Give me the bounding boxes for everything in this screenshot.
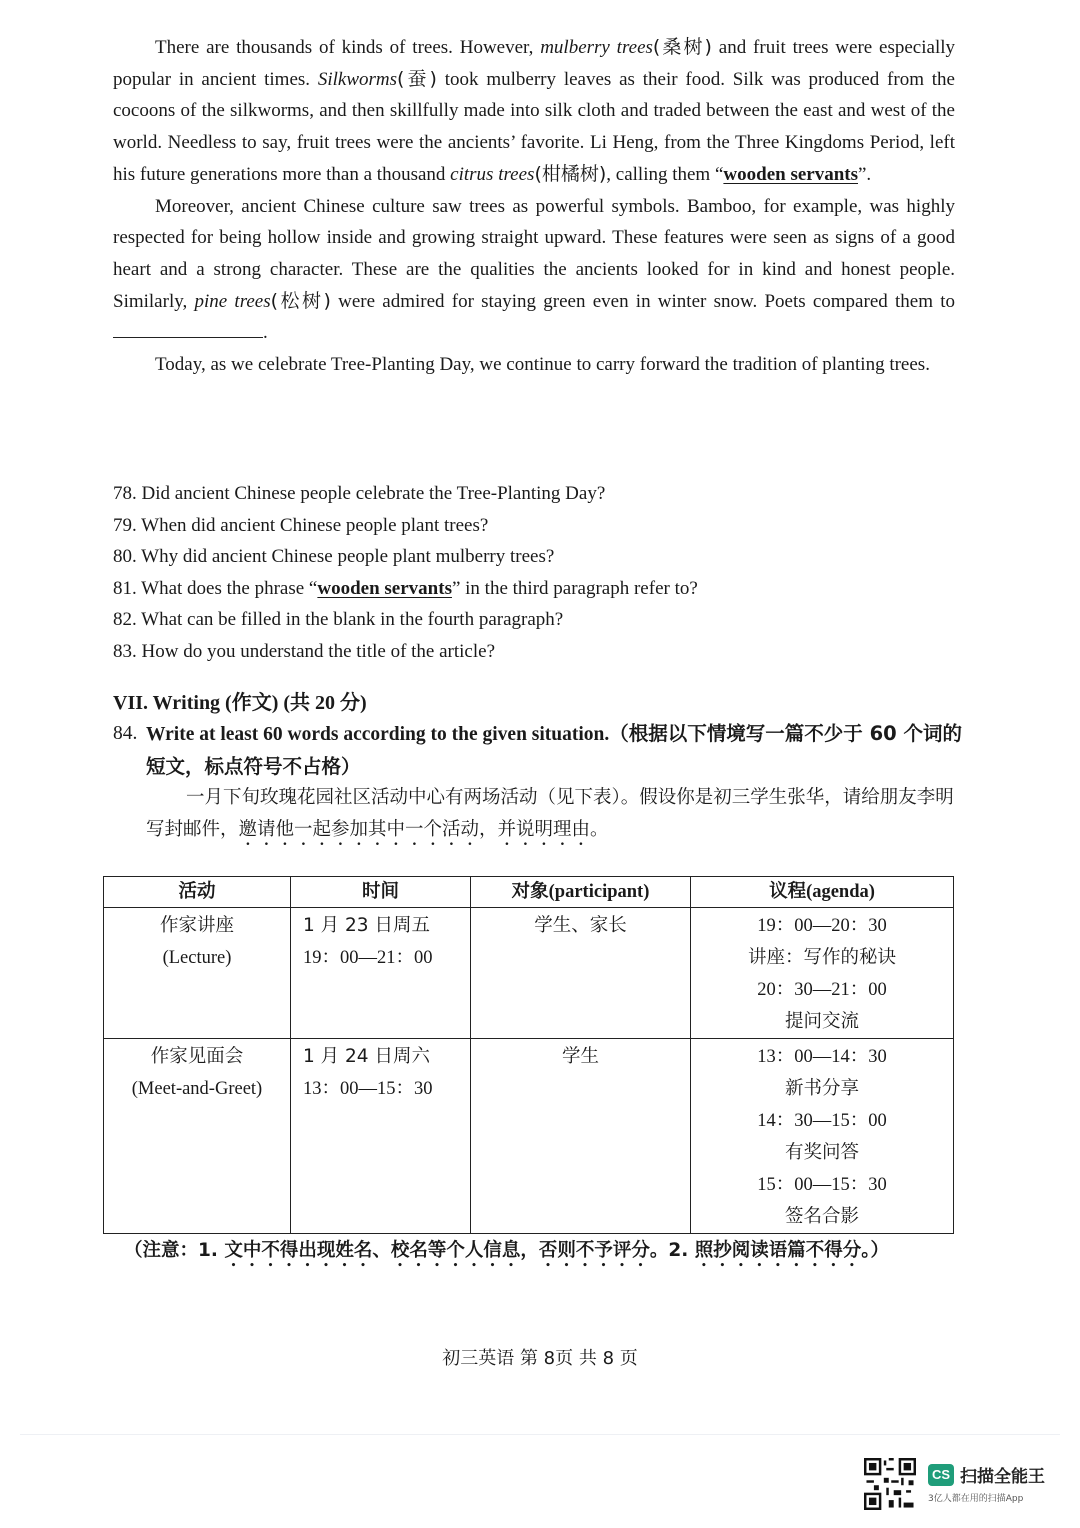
header-agenda: 议程(agenda) (691, 877, 954, 908)
paragraph-3: There are thousands of kinds of trees. However, mulberry trees(桑树) and fruit trees were especially popular in ancient times. Silkworms(蚕) took mulberry leaves as their food. Silk was produced from the cocoons of the silkworms, and then skillfully made into silk cloth and traded between the east and west of the world. Needless to say, fruit trees were the ancients’ favorite. Li Heng, from the Three Kingdoms Period, left his future generations more than a thousand citrus trees(柑橘树), calling them “wooden servants”. (113, 36, 955, 185)
header-participant: 对象(participant) (471, 877, 691, 908)
table-header-row (104, 877, 954, 908)
table-row (104, 1039, 954, 1234)
writing-task (113, 718, 963, 783)
term-mulberry: mulberry trees (540, 37, 653, 58)
paragraph-5: Today, as we celebrate Tree-Planting Day, we continue to carry forward the tradition of planting trees. (155, 354, 930, 376)
writing-section-title: VII. Writing (作文) (共 20 分) (113, 692, 367, 714)
writing-note: （注意：1. 文中不得出现姓名、校名等个人信息，否则不予评分。2. 照抄阅读语篇不得分。） (124, 1240, 890, 1261)
header-time: 时间 (291, 877, 471, 908)
cell-participant: 学生 (471, 1039, 691, 1234)
cell-agenda: 13：00—14：30 新书分享 14：30—15：00 有奖问答 15：00—15：30 签名合影 (691, 1039, 954, 1234)
cell-agenda: 19：00—20：30 讲座：写作的秘诀 20：30—21：00 提问交流 (691, 908, 954, 1039)
question-81: 81. What does the phrase “wooden servants” in the third paragraph refer to? (113, 577, 698, 599)
cell-time: 1 月 24 日周六 13：00—15：30 (291, 1039, 471, 1234)
qr-code-icon (864, 1458, 916, 1510)
question-78: 78. Did ancient Chinese people celebrate the Tree-Planting Day? (113, 483, 606, 504)
cell-activity: 作家讲座 (Lecture) (104, 908, 291, 1039)
writing-situation: 一月下旬玫瑰花园社区活动中心有两场活动（见下表）。假设你是初三学生张华，请给朋友李明写封邮件，邀请他一起参加其中一个活动，并说明理由。 (146, 787, 954, 840)
scanner-divider (20, 1434, 1060, 1435)
question-80: 80. Why did ancient Chinese people plant mulberry trees? (113, 546, 555, 567)
term-citrus: citrus trees (450, 163, 535, 185)
cell-time: 1 月 23 日周五 19：00—21：00 (291, 908, 471, 1039)
question-list (113, 478, 973, 667)
scanner-slogan: 3亿人都在用的扫描App (928, 1494, 1024, 1504)
header-activity: 活动 (104, 877, 291, 908)
page-footer: 初三英语 第 8页 共 8 页 (442, 1348, 638, 1369)
question-82: 82. What can be filled in the blank in the fourth paragraph? (113, 609, 564, 630)
term-pine: pine trees (194, 290, 271, 312)
event-table (103, 876, 954, 1234)
cell-participant: 学生、家长 (471, 908, 691, 1039)
question-79: 79. When did ancient Chinese people plant trees? (113, 514, 489, 536)
fill-blank[interactable] (113, 319, 263, 338)
cell-activity: 作家见面会 (Meet-and-Greet) (104, 1039, 291, 1234)
reading-passage (113, 32, 955, 381)
term-silkworms: Silkworms (317, 68, 398, 90)
phrase-wooden-servants: wooden servants (723, 163, 858, 185)
task-instruction: Write at least 60 words according to the given situation.（根据以下情境写一篇不少于 60 个词的短文，标点符号不占格） (146, 722, 962, 778)
table-row (104, 908, 954, 1039)
paragraph-4: Moreover, ancient Chinese culture saw trees as powerful symbols. Bamboo, for example, was highly respected for being hollow inside and growing straight upward. These features were seen as signs of a good heart and a strong character. These are the qualities the ancients looked for in kind and honest people. Similarly, pine trees(松树) were admired for staying green even in winter snow. Poets compared them to . (113, 195, 955, 344)
task-number: 84. (113, 723, 138, 744)
scanner-name: 扫描全能王 (960, 1467, 1045, 1487)
question-83: 83. How do you understand the title of the article? (113, 640, 496, 662)
key-requirement: 邀请他一起参加其中一个活动，并说明理由 (238, 818, 591, 840)
scanner-brand (928, 1462, 1045, 1504)
camscanner-logo-icon: CS (928, 1464, 954, 1486)
